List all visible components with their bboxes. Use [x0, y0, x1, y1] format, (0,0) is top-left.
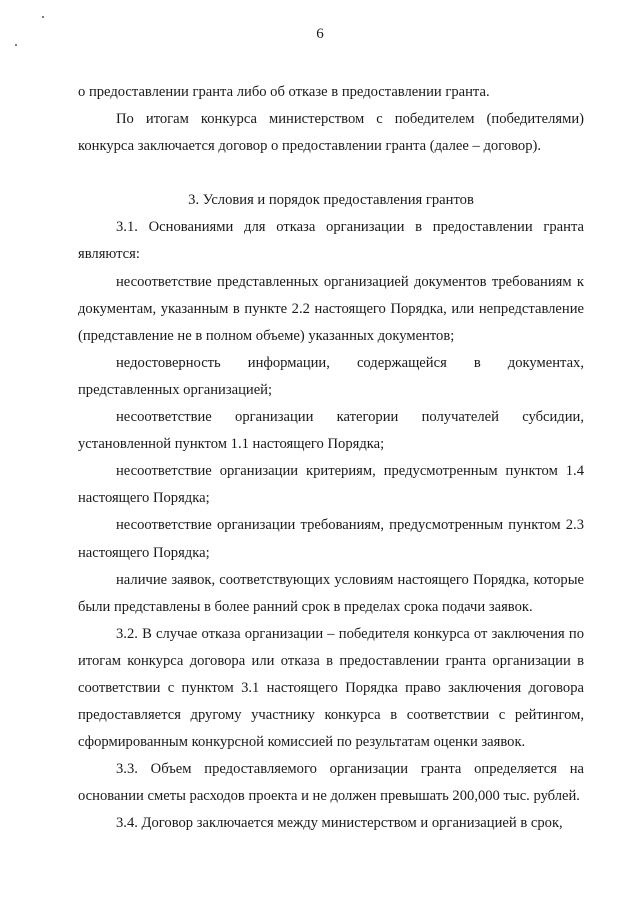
section-heading: 3. Условия и порядок предоставления грантов — [188, 192, 474, 209]
refusal-ground-information: недостоверность информации, содержащейся в документах, представленных организацией; — [78, 354, 584, 398]
refusal-ground-category: несоответствие организации категории получателей субсидии, установленной пунктом 1.1 настоящего Порядка; — [78, 409, 584, 453]
refusal-ground-earlier-applications: наличие заявок, соответствующих условиям настоящего Порядка, которые были представлены в более ранний срок в пределах срока подачи заявок. — [78, 571, 584, 615]
refusal-ground-requirements: несоответствие организации требованиям, предусмотренным пунктом 2.3 настоящего Порядка; — [78, 517, 584, 561]
paragraph-3-3: 3.3. Объем предоставляемого организации гранта определяется на основании сметы расходов проекта и не должен превышать 200,000 тыс. рублей. — [78, 761, 584, 805]
paragraph-continuation: о предоставлении гранта либо об отказе в предоставлении гранта. — [78, 84, 490, 100]
scan-speck — [15, 44, 17, 46]
paragraph-3-2: 3.2. В случае отказа организации – победителя конкурса от заключения по итогам конкурса договора или отказа в предоставлении гранта организации в соответствии с пунктом 3.1 настоящего Порядка право заключения договора предоставляется другому участнику конкурса в соответствии с рейтингом, сформированным конкурсной комиссией по результатам оценки заявок. — [78, 625, 584, 751]
refusal-ground-documents: несоответствие представленных организацией документов требованиям к документам, указанным в пункте 2.2 настоящего Порядка, или непредставление (представление не в полном объеме) указанных документов; — [78, 273, 584, 344]
scan-speck — [42, 16, 44, 18]
page-number: 6 — [316, 26, 324, 42]
refusal-ground-criteria: несоответствие организации критериям, предусмотренным пунктом 1.4 настоящего Порядка; — [78, 463, 584, 507]
paragraph-3-4: 3.4. Договор заключается между министерством и организацией в срок, — [116, 815, 563, 832]
document-body — [78, 79, 584, 838]
paragraph-3-1: 3.1. Основаниями для отказа организации в предоставлении гранта являются: — [78, 219, 584, 263]
paragraph-contract-conclusion: По итогам конкурса министерством с победителем (победителями) конкурса заключается договор о предоставлении гранта (далее – договор). — [78, 111, 584, 155]
section-gap — [78, 160, 584, 187]
